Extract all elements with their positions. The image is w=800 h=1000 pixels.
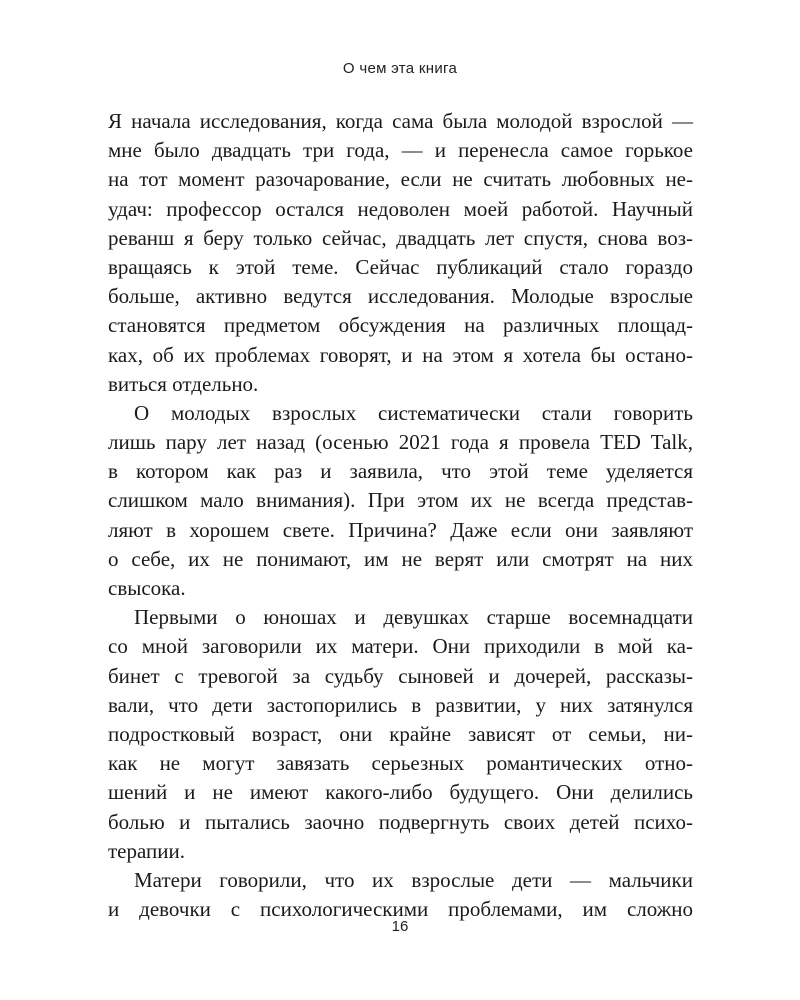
text-line: шений и не имеют какого-либо будущего. Они делились [108,780,693,805]
text-line: больше, активно ведутся исследования. Молодые взрослые [108,284,693,309]
text-line: о себе, их не понимают, им не верят или смотрят на них [108,546,693,571]
body-text [108,107,693,924]
running-head: О чем эта книга [342,60,458,77]
text-line: лишь пару лет назад (осенью 2021 года я провела TED Talk, [108,430,693,455]
text-line: подростковый возраст, они крайне зависят от семьи, ни- [108,721,693,746]
paragraph [108,399,693,603]
text-line: реванш я беру только сейчас, двадцать лет спустя, снова воз- [108,225,693,250]
text-line: в котором как раз и заявила, что этой теме уделяется [108,459,693,484]
text-line: ляют в хорошем свете. Причина? Даже если они заявляют [108,517,693,542]
text-line: со мной заговорили их матери. Они приходили в мой ка- [108,634,693,659]
text-line: Матери говорили, что их взрослые дети — мальчики [134,867,693,892]
text-line: вали, что дети застопорились в развитии, у них затянулся [108,692,693,717]
text-line: терапии. [108,838,186,863]
paragraph [108,107,693,399]
text-line: как не могут завязать серьезных романтических отно- [108,751,693,776]
text-line: слишком мало внимания). При этом их не всегда представ- [108,488,693,513]
text-line: и девочки с психологическими проблемами, им сложно [108,897,693,922]
text-line: свысока. [108,576,186,600]
text-line: О молодых взрослых систематически стали говорить [134,400,693,425]
paragraph [108,603,693,866]
text-line: болью и пытались заочно подвергнуть своих детей психо- [108,809,693,834]
text-line: удач: профессор остался недоволен моей работой. Научный [108,196,693,221]
text-line: виться отдельно. [108,371,259,396]
text-line: вращаясь к этой теме. Сейчас публикаций стало гораздо [108,254,693,279]
paragraph [108,866,693,924]
text-line: мне было двадцать три года, — и перенесла самое горькое [108,138,693,163]
text-line: ках, об их проблемах говорят, и на этом я хотела бы остано- [108,342,693,367]
text-line: Первыми о юношах и девушках старше восемнадцати [134,605,693,630]
text-line: становятся предметом обсуждения на различных площад- [108,313,693,338]
text-line: на тот момент разочарование, если не считать любовных не- [108,167,693,192]
page-number: 16 [391,918,409,935]
text-line: Я начала исследования, когда сама была молодой взрослой — [108,109,693,133]
text-line: бинет с тревогой за судьбу сыновей и дочерей, рассказы- [108,663,693,688]
